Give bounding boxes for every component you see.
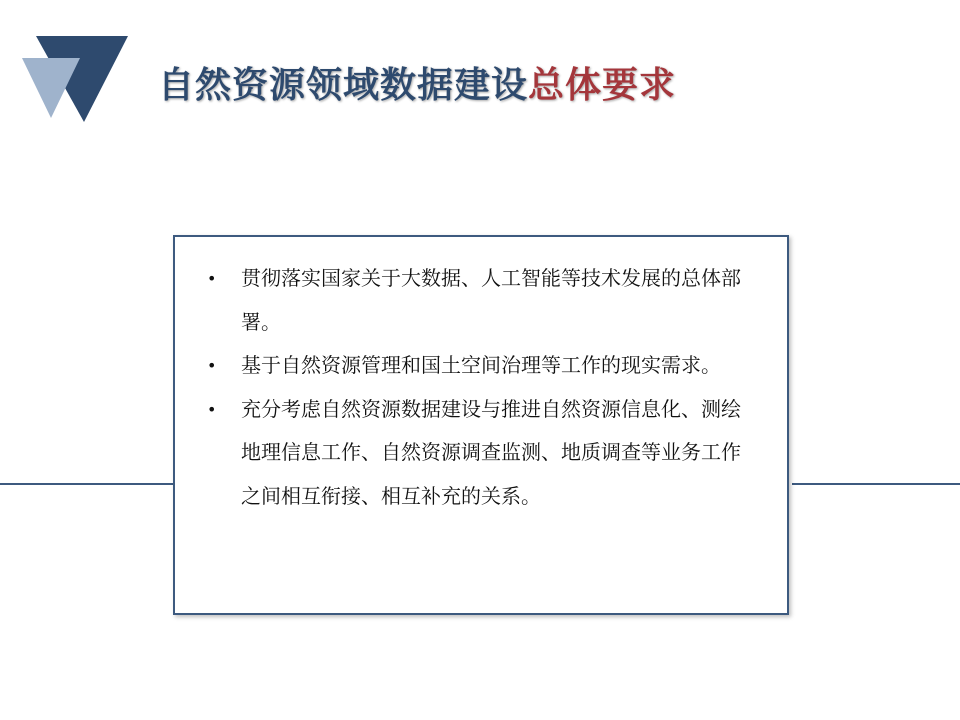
- triangle-logo-icon: [20, 34, 130, 124]
- slide-title-main: 自然资源领域数据建设: [158, 65, 529, 106]
- bullet-dot-icon: •: [207, 356, 217, 375]
- bullet-text: 充分考虑自然资源数据建设与推进自然资源信息化、测绘地理信息工作、自然资源调查监测、地质调查等业务工作之间相互衔接、相互补充的关系。: [241, 396, 741, 508]
- slide-title: [158, 58, 676, 114]
- bullet-dot-icon: •: [207, 269, 217, 288]
- bullet-dot-icon: •: [207, 399, 217, 419]
- slide-title-highlight: 总体要求: [528, 65, 677, 106]
- bullet-item: [203, 257, 757, 344]
- bullet-item: [203, 344, 757, 388]
- bullet-item: [203, 388, 757, 519]
- divider-line-right: [792, 483, 960, 485]
- bullet-text: 基于自然资源管理和国土空间治理等工作的现实需求。: [241, 353, 721, 377]
- bullet-list: [175, 237, 787, 518]
- divider-line-left: [0, 483, 174, 485]
- bullet-text: 贯彻落实国家关于大数据、人工智能等技术发展的总体部署。: [241, 266, 741, 334]
- content-card: [173, 235, 789, 615]
